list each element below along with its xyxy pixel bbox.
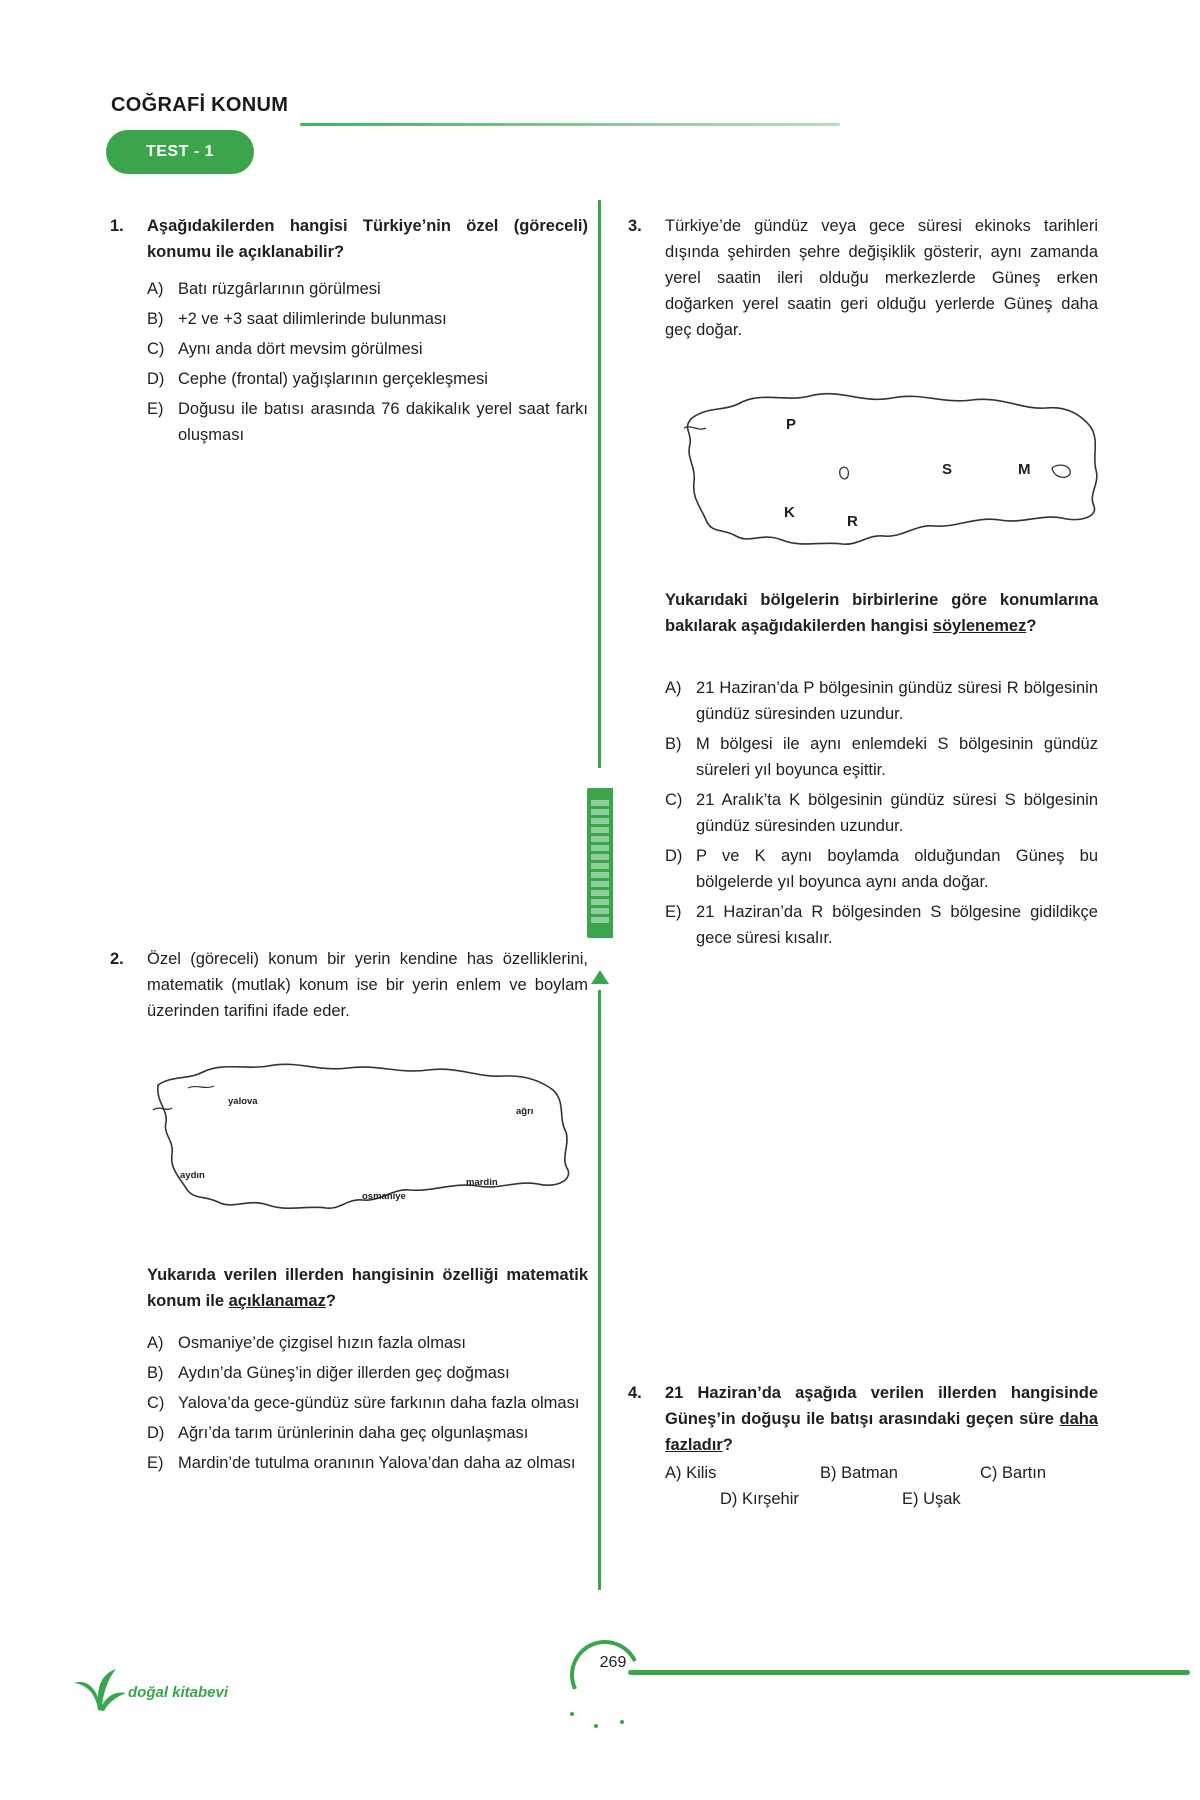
column-divider-top bbox=[598, 200, 601, 768]
option-a[interactable]: A) Osmaniye’de çizgisel hızın fazla olması bbox=[147, 1334, 466, 1352]
question-number: 2. bbox=[110, 950, 124, 968]
page-number-arc bbox=[560, 1630, 650, 1720]
map-label-mardin: mardin bbox=[466, 1177, 498, 1188]
publisher-logo-icon bbox=[68, 1665, 128, 1720]
options-list bbox=[147, 276, 588, 452]
map-label-r: R bbox=[847, 513, 858, 530]
turkey-map-regions bbox=[680, 378, 1100, 563]
option-c[interactable]: C) Bartın bbox=[980, 1464, 1047, 1482]
question-stem: Yukarıdaki bölgelerin birbirlerine göre konumlarına bakılarak aşağıdakilerden hangisi söylenemez? bbox=[665, 591, 1098, 635]
option-c[interactable]: C) 21 Aralık’ta K bölgesinin gündüz süresi S bölgesinin gündüz süresinden uzundur. bbox=[665, 791, 1098, 835]
option-c[interactable]: C) Aynı anda dört mevsim görülmesi bbox=[147, 340, 423, 358]
map-label-aydin: aydın bbox=[180, 1170, 205, 1181]
question-intro: Özel (göreceli) konum bir yerin kendine has özelliklerini, matematik (mutlak) konum ise bir yerin enlem ve boylam üzerinden tarifini ifade eder. bbox=[147, 950, 588, 1020]
option-b[interactable]: B) +2 ve +3 saat dilimlerinde bulunması bbox=[147, 310, 447, 328]
map-label-agri: ağrı bbox=[516, 1106, 534, 1117]
option-b[interactable]: B) Aydın’da Güneş’in diğer illerden geç doğması bbox=[147, 1364, 510, 1382]
decor-dot bbox=[594, 1724, 598, 1728]
option-a[interactable]: A) Kilis bbox=[665, 1464, 717, 1482]
question-stem: 21 Haziran’da aşağıda verilen illerden hangisinde Güneş’in doğuşu ile batışı arasındaki geçen süre daha fazladır? bbox=[665, 1384, 1098, 1454]
option-a[interactable]: A) Batı rüzgârlarının görülmesi bbox=[147, 280, 381, 298]
option-d[interactable]: D) Ağrı’da tarım ürünlerinin daha geç olgunlaşması bbox=[147, 1424, 529, 1442]
map-label-m: M bbox=[1018, 461, 1031, 478]
test-badge: TEST - 1 bbox=[106, 130, 254, 174]
map-label-k: K bbox=[784, 504, 795, 521]
publisher-name: doğal kitabevi bbox=[128, 1684, 229, 1701]
question-number: 1. bbox=[110, 217, 124, 235]
option-a[interactable]: A) 21 Haziran’da P bölgesinin gündüz süresi R bölgesinin gündüz süresinden uzundur. bbox=[665, 679, 1098, 723]
side-tab bbox=[587, 788, 613, 938]
option-e[interactable]: E) Doğusu ile batısı arasında 76 dakikalık yerel saat farkı oluşması bbox=[147, 400, 588, 444]
option-d[interactable]: D) P ve K aynı boylamda olduğundan Güneş bu bölgelerde yıl boyunca aynı anda doğar. bbox=[665, 847, 1098, 891]
option-d[interactable]: D) Kırşehir bbox=[720, 1490, 799, 1508]
option-e[interactable]: E) Mardin’de tutulma oranının Yalova’dan daha az olması bbox=[147, 1454, 576, 1472]
option-b[interactable]: B) Batman bbox=[820, 1464, 898, 1482]
section-title: COĞRAFİ KONUM bbox=[111, 94, 289, 116]
map-label-p: P bbox=[786, 416, 797, 433]
question-stem: Aşağıdakilerden hangisi Türkiye’nin özel (göreceli) konumu ile açıklanabilir? bbox=[147, 217, 588, 261]
options-list bbox=[665, 675, 1098, 955]
option-b[interactable]: B) M bölgesi ile aynı enlemdeki S bölgesinin gündüz süreleri yıl boyunca eşittir. bbox=[665, 735, 1098, 779]
footer-rule bbox=[628, 1670, 1190, 1675]
map-label-s: S bbox=[942, 461, 953, 478]
decor-dot bbox=[570, 1712, 574, 1716]
map-label-osmaniye: osmaniye bbox=[362, 1191, 406, 1202]
question-2-prompt bbox=[147, 1262, 588, 1314]
question-3-prompt bbox=[665, 587, 1098, 639]
header-rule bbox=[300, 123, 840, 126]
option-c[interactable]: C) Yalova’da gece-gündüz süre farkının daha fazla olması bbox=[147, 1394, 580, 1412]
option-d[interactable]: D) Cephe (frontal) yağışlarının gerçekleşmesi bbox=[147, 370, 488, 388]
turkey-outline-icon bbox=[680, 378, 1100, 563]
options-list bbox=[147, 1330, 588, 1480]
map-label-yalova: yalova bbox=[228, 1096, 258, 1107]
question-number: 4. bbox=[628, 1384, 642, 1402]
column-divider-bottom bbox=[598, 990, 601, 1590]
turkey-map-provinces bbox=[148, 1050, 573, 1230]
question-stem: Yukarıda verilen illerden hangisinin özelliği matematik konum ile açıklanamaz? bbox=[147, 1266, 588, 1310]
question-number: 3. bbox=[628, 217, 642, 235]
decor-dot bbox=[620, 1720, 624, 1724]
up-arrow-icon bbox=[591, 970, 609, 984]
page-number: 269 bbox=[599, 1654, 627, 1671]
question-intro: Türkiye’de gündüz veya gece süresi ekinoks tarihleri dışında şehirden şehre değişiklik gösterir, aynı zamanda yerel saatin ileri olduğu merkezlerde Güneş erken doğarken yerel saatin geri olduğu yerlerde Güneş daha geç doğar. bbox=[665, 217, 1098, 339]
option-e[interactable]: E) 21 Haziran’da R bölgesinden S bölgesine gidildikçe gece süresi kısalır. bbox=[665, 903, 1098, 947]
turkey-outline-icon bbox=[148, 1050, 573, 1230]
option-e[interactable]: E) Uşak bbox=[902, 1490, 961, 1508]
